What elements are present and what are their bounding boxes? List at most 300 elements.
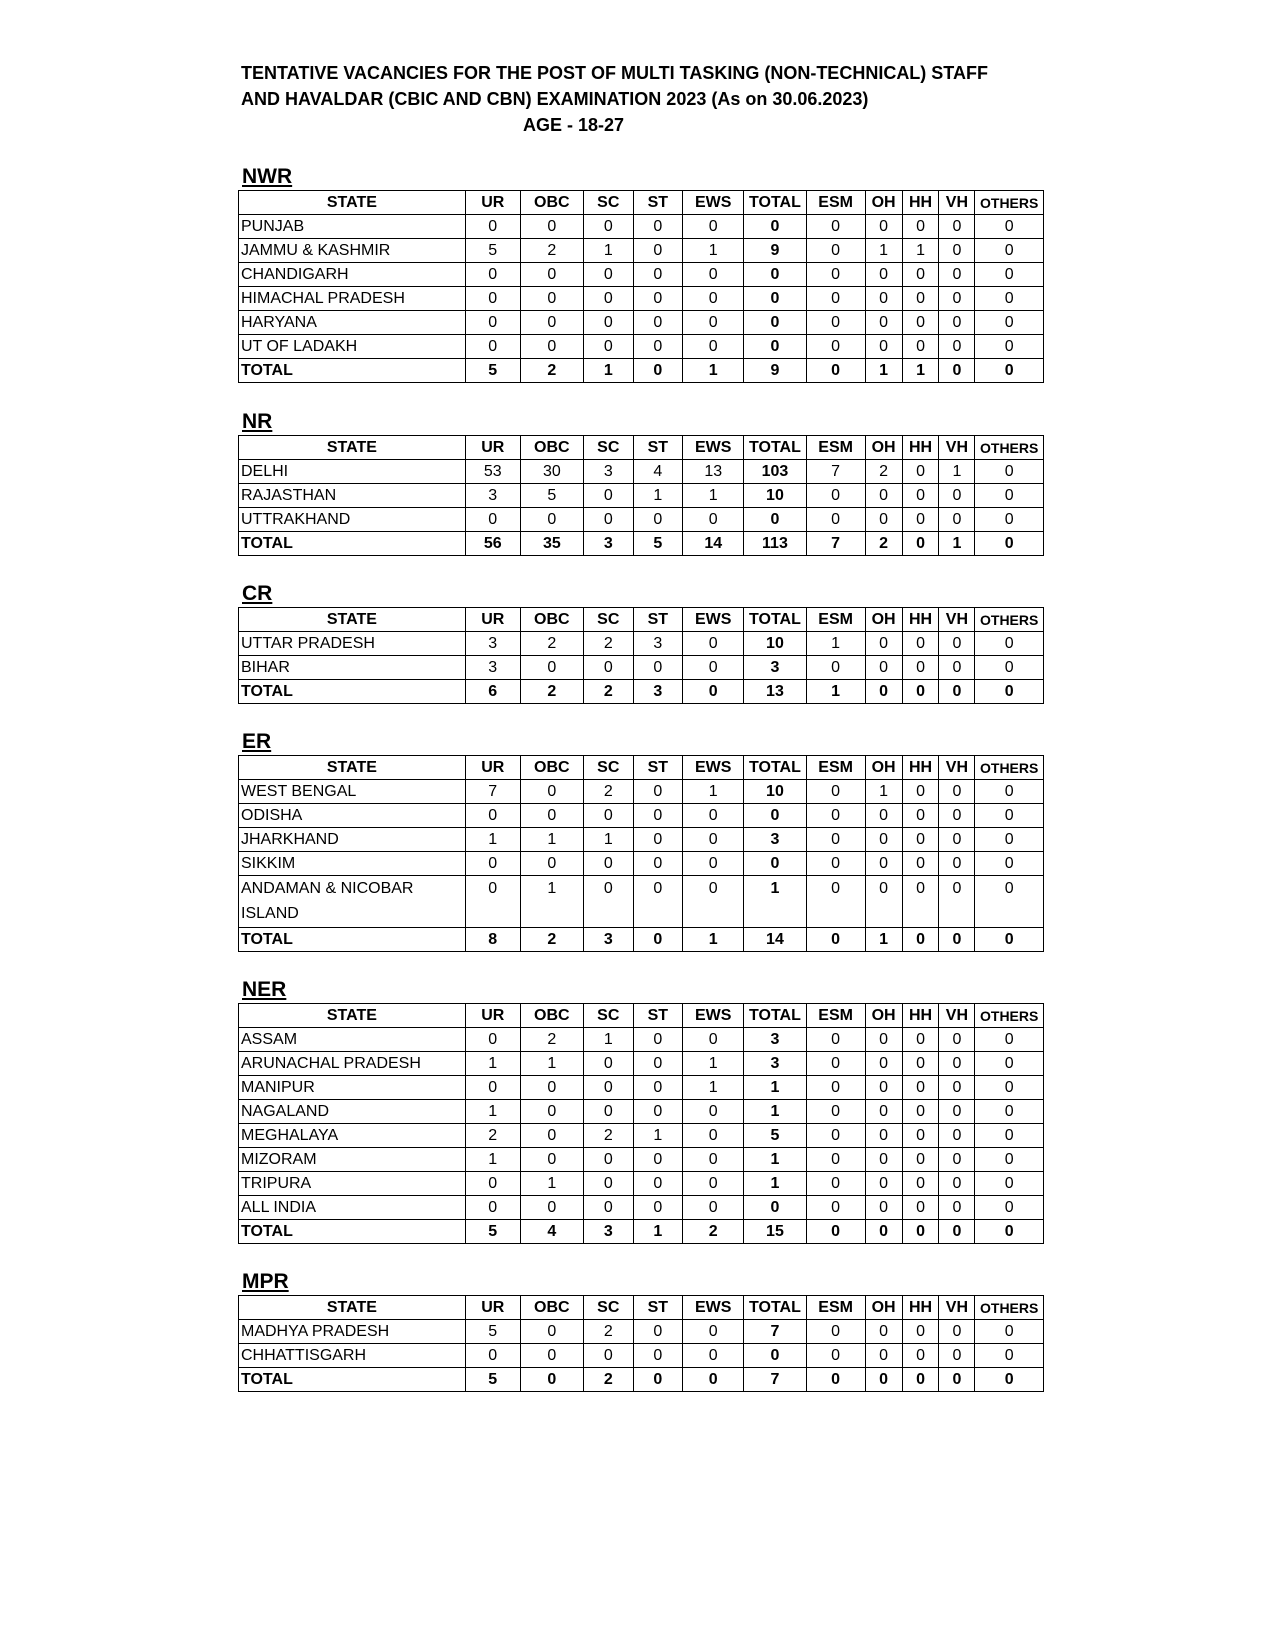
table-row	[239, 1320, 1044, 1344]
region-heading: ER	[242, 730, 272, 753]
cell-oh: 0	[865, 215, 902, 239]
cell-total: 103	[744, 460, 806, 484]
column-header-esm: ESM	[806, 436, 865, 460]
cell-vh: 0	[939, 828, 975, 852]
column-header-obc: OBC	[520, 1004, 583, 1028]
table-row	[239, 263, 1044, 287]
table-row	[239, 311, 1044, 335]
cell-sc: 0	[583, 263, 633, 287]
column-header-ur: UR	[465, 191, 520, 215]
state-name: BIHAR	[239, 656, 466, 680]
cell-total: 1	[744, 1100, 806, 1124]
table-row	[239, 1344, 1044, 1368]
column-header-vh: VH	[939, 1004, 975, 1028]
cell-st: 0	[633, 311, 683, 335]
cell-sc: 0	[583, 311, 633, 335]
column-header-vh: VH	[939, 1296, 975, 1320]
column-header-hh: HH	[902, 191, 939, 215]
cell-oh: 0	[865, 1344, 902, 1368]
region-nr	[238, 409, 1044, 556]
cell-st: 0	[633, 656, 683, 680]
cell-st: 0	[633, 239, 683, 263]
cell-ur: 3	[465, 484, 520, 508]
cell-sc: 0	[583, 484, 633, 508]
column-header-obc: OBC	[520, 608, 583, 632]
cell-ews: 0	[683, 1344, 744, 1368]
total-esm: 0	[806, 928, 865, 952]
total-hh: 0	[902, 1220, 939, 1244]
column-header-oh: OH	[865, 191, 902, 215]
total-hh: 1	[902, 359, 939, 383]
cell-obc: 0	[520, 1344, 583, 1368]
cell-sc: 0	[583, 1076, 633, 1100]
total-total: 14	[744, 928, 806, 952]
column-header-st: ST	[633, 608, 683, 632]
cell-oh: 0	[865, 852, 902, 876]
total-label: TOTAL	[239, 532, 466, 556]
cell-oh: 0	[865, 1320, 902, 1344]
cell-obc: 1	[520, 1172, 583, 1196]
cell-others: 0	[975, 263, 1044, 287]
cell-hh: 0	[902, 508, 939, 532]
total-vh: 0	[939, 928, 975, 952]
column-header-state: STATE	[239, 191, 466, 215]
column-header-hh: HH	[902, 1296, 939, 1320]
cell-obc: 0	[520, 1320, 583, 1344]
cell-vh: 0	[939, 335, 975, 359]
column-header-total: TOTAL	[744, 436, 806, 460]
column-header-others: OTHERS	[975, 1296, 1044, 1320]
cell-ews: 1	[683, 1076, 744, 1100]
total-vh: 0	[939, 1368, 975, 1392]
region-heading: NER	[242, 978, 287, 1001]
total-vh: 1	[939, 532, 975, 556]
total-st: 0	[633, 1368, 683, 1392]
cell-ews: 0	[683, 1196, 744, 1220]
cell-sc: 0	[583, 508, 633, 532]
cell-ews: 0	[683, 852, 744, 876]
cell-ur: 0	[465, 1028, 520, 1052]
state-name: ASSAM	[239, 1028, 466, 1052]
total-ur: 8	[465, 928, 520, 952]
total-sc: 2	[583, 1368, 633, 1392]
cell-total: 10	[744, 780, 806, 804]
cell-total: 0	[744, 852, 806, 876]
column-header-state: STATE	[239, 756, 466, 780]
state-name: HIMACHAL PRADESH	[239, 287, 466, 311]
column-header-ews: EWS	[683, 1004, 744, 1028]
cell-hh: 0	[902, 1100, 939, 1124]
cell-esm: 0	[806, 1148, 865, 1172]
cell-oh: 0	[865, 508, 902, 532]
cell-hh: 0	[902, 311, 939, 335]
total-row	[239, 1368, 1044, 1392]
cell-sc: 1	[583, 239, 633, 263]
cell-obc: 0	[520, 1100, 583, 1124]
cell-total: 1	[744, 1076, 806, 1100]
cell-st: 0	[633, 263, 683, 287]
cell-oh: 0	[865, 656, 902, 680]
cell-total: 1	[744, 1172, 806, 1196]
cell-esm: 0	[806, 287, 865, 311]
cell-st: 4	[633, 460, 683, 484]
cell-st: 0	[633, 1052, 683, 1076]
cell-total: 0	[744, 804, 806, 828]
cell-obc: 0	[520, 311, 583, 335]
cell-ur: 1	[465, 1148, 520, 1172]
cell-ur: 7	[465, 780, 520, 804]
cell-vh: 0	[939, 1028, 975, 1052]
cell-vh: 0	[939, 1196, 975, 1220]
total-others: 0	[975, 1368, 1044, 1392]
cell-st: 0	[633, 828, 683, 852]
document-title	[241, 60, 1021, 138]
vacancy-table	[238, 607, 1044, 704]
cell-sc: 2	[583, 780, 633, 804]
state-name: HARYANA	[239, 311, 466, 335]
cell-hh: 0	[902, 215, 939, 239]
cell-ur: 0	[465, 335, 520, 359]
cell-obc: 30	[520, 460, 583, 484]
cell-hh: 0	[902, 1124, 939, 1148]
cell-vh: 0	[939, 780, 975, 804]
cell-ews: 1	[683, 1052, 744, 1076]
table-row	[239, 1172, 1044, 1196]
column-header-others: OTHERS	[975, 1004, 1044, 1028]
cell-others: 0	[975, 335, 1044, 359]
cell-esm: 0	[806, 1124, 865, 1148]
state-name: JAMMU & KASHMIR	[239, 239, 466, 263]
cell-ews: 1	[683, 484, 744, 508]
total-ews: 0	[683, 680, 744, 704]
cell-esm: 0	[806, 1344, 865, 1368]
cell-ur: 53	[465, 460, 520, 484]
state-name: CHANDIGARH	[239, 263, 466, 287]
cell-esm: 0	[806, 780, 865, 804]
cell-ews: 0	[683, 876, 744, 928]
cell-st: 0	[633, 1076, 683, 1100]
cell-esm: 0	[806, 508, 865, 532]
state-name: WEST BENGAL	[239, 780, 466, 804]
state-name: UTTRAKHAND	[239, 508, 466, 532]
cell-ur: 5	[465, 1320, 520, 1344]
cell-vh: 0	[939, 1052, 975, 1076]
cell-obc: 1	[520, 828, 583, 852]
total-row	[239, 359, 1044, 383]
cell-total: 0	[744, 508, 806, 532]
table-header-row	[239, 436, 1044, 460]
cell-others: 0	[975, 460, 1044, 484]
cell-ews: 0	[683, 215, 744, 239]
cell-ur: 3	[465, 632, 520, 656]
table-header-row	[239, 756, 1044, 780]
cell-esm: 0	[806, 1320, 865, 1344]
cell-oh: 2	[865, 460, 902, 484]
table-header-row	[239, 191, 1044, 215]
cell-total: 0	[744, 1344, 806, 1368]
cell-hh: 0	[902, 287, 939, 311]
cell-ews: 0	[683, 508, 744, 532]
column-header-sc: SC	[583, 191, 633, 215]
cell-hh: 0	[902, 804, 939, 828]
cell-total: 0	[744, 1196, 806, 1220]
total-row	[239, 680, 1044, 704]
state-name: UTTAR PRADESH	[239, 632, 466, 656]
total-row	[239, 928, 1044, 952]
column-header-obc: OBC	[520, 756, 583, 780]
title-line-1: TENTATIVE VACANCIES FOR THE POST OF MULTI TASKING (NON-TECHNICAL) STAFF	[241, 63, 988, 83]
cell-vh: 0	[939, 263, 975, 287]
state-name: ALL INDIA	[239, 1196, 466, 1220]
table-row	[239, 1148, 1044, 1172]
cell-st: 0	[633, 1344, 683, 1368]
cell-ews: 0	[683, 335, 744, 359]
cell-others: 0	[975, 1148, 1044, 1172]
cell-esm: 0	[806, 804, 865, 828]
cell-hh: 0	[902, 1148, 939, 1172]
column-header-oh: OH	[865, 436, 902, 460]
cell-ews: 0	[683, 632, 744, 656]
cell-total: 0	[744, 215, 806, 239]
total-esm: 7	[806, 532, 865, 556]
cell-vh: 0	[939, 804, 975, 828]
cell-st: 0	[633, 1172, 683, 1196]
state-name: ARUNACHAL PRADESH	[239, 1052, 466, 1076]
column-header-oh: OH	[865, 1296, 902, 1320]
table-row	[239, 215, 1044, 239]
cell-hh: 0	[902, 1320, 939, 1344]
cell-st: 0	[633, 780, 683, 804]
cell-obc: 0	[520, 1196, 583, 1220]
column-header-ur: UR	[465, 436, 520, 460]
cell-ews: 13	[683, 460, 744, 484]
cell-ur: 0	[465, 804, 520, 828]
column-header-sc: SC	[583, 1004, 633, 1028]
cell-oh: 0	[865, 632, 902, 656]
cell-ews: 1	[683, 780, 744, 804]
table-header-row	[239, 1004, 1044, 1028]
cell-esm: 0	[806, 876, 865, 928]
cell-hh: 0	[902, 1172, 939, 1196]
total-sc: 1	[583, 359, 633, 383]
cell-esm: 0	[806, 484, 865, 508]
total-others: 0	[975, 928, 1044, 952]
cell-oh: 0	[865, 876, 902, 928]
cell-hh: 0	[902, 1076, 939, 1100]
cell-oh: 1	[865, 780, 902, 804]
column-header-total: TOTAL	[744, 608, 806, 632]
cell-sc: 3	[583, 460, 633, 484]
total-total: 13	[744, 680, 806, 704]
column-header-sc: SC	[583, 608, 633, 632]
cell-sc: 0	[583, 1196, 633, 1220]
cell-obc: 5	[520, 484, 583, 508]
table-row	[239, 804, 1044, 828]
cell-others: 0	[975, 1344, 1044, 1368]
column-header-total: TOTAL	[744, 756, 806, 780]
total-st: 0	[633, 928, 683, 952]
cell-ur: 0	[465, 1196, 520, 1220]
total-oh: 1	[865, 928, 902, 952]
cell-total: 0	[744, 311, 806, 335]
cell-st: 0	[633, 215, 683, 239]
cell-vh: 0	[939, 1320, 975, 1344]
total-oh: 0	[865, 1220, 902, 1244]
column-header-esm: ESM	[806, 608, 865, 632]
cell-total: 0	[744, 263, 806, 287]
column-header-vh: VH	[939, 191, 975, 215]
cell-esm: 0	[806, 656, 865, 680]
total-obc: 35	[520, 532, 583, 556]
cell-total: 1	[744, 876, 806, 928]
cell-sc: 0	[583, 876, 633, 928]
cell-ur: 0	[465, 1172, 520, 1196]
column-header-state: STATE	[239, 436, 466, 460]
cell-ews: 0	[683, 656, 744, 680]
cell-obc: 2	[520, 1028, 583, 1052]
cell-vh: 0	[939, 852, 975, 876]
region-ner	[238, 977, 1044, 1244]
column-header-ews: EWS	[683, 191, 744, 215]
state-name: JHARKHAND	[239, 828, 466, 852]
cell-esm: 0	[806, 1052, 865, 1076]
cell-esm: 0	[806, 828, 865, 852]
cell-others: 0	[975, 828, 1044, 852]
total-ews: 0	[683, 1368, 744, 1392]
table-row	[239, 1076, 1044, 1100]
cell-st: 0	[633, 876, 683, 928]
column-header-hh: HH	[902, 756, 939, 780]
vacancy-table	[238, 435, 1044, 556]
cell-esm: 0	[806, 263, 865, 287]
cell-hh: 0	[902, 632, 939, 656]
column-header-ews: EWS	[683, 608, 744, 632]
state-name: PUNJAB	[239, 215, 466, 239]
cell-ur: 0	[465, 215, 520, 239]
age-limit: AGE - 18-27	[523, 115, 625, 135]
column-header-total: TOTAL	[744, 191, 806, 215]
column-header-ews: EWS	[683, 756, 744, 780]
column-header-oh: OH	[865, 1004, 902, 1028]
state-name: CHHATTISGARH	[239, 1344, 466, 1368]
cell-st: 0	[633, 508, 683, 532]
cell-ur: 1	[465, 1100, 520, 1124]
cell-ur: 0	[465, 311, 520, 335]
cell-vh: 0	[939, 1124, 975, 1148]
cell-total: 10	[744, 484, 806, 508]
column-header-state: STATE	[239, 608, 466, 632]
total-ur: 5	[465, 1368, 520, 1392]
column-header-st: ST	[633, 1004, 683, 1028]
cell-st: 0	[633, 804, 683, 828]
total-esm: 0	[806, 1368, 865, 1392]
cell-others: 0	[975, 1100, 1044, 1124]
total-ur: 5	[465, 359, 520, 383]
cell-total: 0	[744, 335, 806, 359]
total-hh: 0	[902, 680, 939, 704]
cell-ews: 0	[683, 1100, 744, 1124]
table-row	[239, 632, 1044, 656]
cell-st: 1	[633, 484, 683, 508]
column-header-sc: SC	[583, 436, 633, 460]
column-header-hh: HH	[902, 1004, 939, 1028]
table-row	[239, 1100, 1044, 1124]
total-obc: 2	[520, 359, 583, 383]
cell-sc: 0	[583, 1100, 633, 1124]
cell-vh: 0	[939, 215, 975, 239]
region-cr	[238, 581, 1044, 704]
total-label: TOTAL	[239, 359, 466, 383]
cell-vh: 0	[939, 1148, 975, 1172]
cell-hh: 0	[902, 876, 939, 928]
cell-total: 7	[744, 1320, 806, 1344]
cell-ews: 0	[683, 804, 744, 828]
total-vh: 0	[939, 359, 975, 383]
total-st: 1	[633, 1220, 683, 1244]
column-header-st: ST	[633, 436, 683, 460]
table-row	[239, 1124, 1044, 1148]
table-row	[239, 460, 1044, 484]
cell-others: 0	[975, 1124, 1044, 1148]
cell-obc: 2	[520, 632, 583, 656]
total-ews: 1	[683, 359, 744, 383]
total-total: 7	[744, 1368, 806, 1392]
cell-sc: 0	[583, 1172, 633, 1196]
cell-obc: 0	[520, 1076, 583, 1100]
cell-esm: 0	[806, 1100, 865, 1124]
column-header-obc: OBC	[520, 436, 583, 460]
total-sc: 3	[583, 532, 633, 556]
cell-obc: 0	[520, 287, 583, 311]
total-st: 0	[633, 359, 683, 383]
cell-esm: 7	[806, 460, 865, 484]
cell-others: 0	[975, 215, 1044, 239]
column-header-esm: ESM	[806, 1004, 865, 1028]
cell-st: 0	[633, 1028, 683, 1052]
state-name: MADHYA PRADESH	[239, 1320, 466, 1344]
cell-ur: 0	[465, 263, 520, 287]
cell-ur: 2	[465, 1124, 520, 1148]
column-header-others: OTHERS	[975, 608, 1044, 632]
cell-sc: 0	[583, 215, 633, 239]
cell-others: 0	[975, 1028, 1044, 1052]
state-name: MANIPUR	[239, 1076, 466, 1100]
cell-hh: 1	[902, 239, 939, 263]
column-header-oh: OH	[865, 756, 902, 780]
cell-others: 0	[975, 239, 1044, 263]
total-obc: 0	[520, 1368, 583, 1392]
column-header-sc: SC	[583, 756, 633, 780]
table-row	[239, 287, 1044, 311]
cell-hh: 0	[902, 335, 939, 359]
cell-esm: 0	[806, 239, 865, 263]
region-heading: NR	[242, 410, 273, 433]
cell-vh: 0	[939, 1076, 975, 1100]
total-label: TOTAL	[239, 680, 466, 704]
cell-esm: 0	[806, 215, 865, 239]
column-header-obc: OBC	[520, 191, 583, 215]
cell-total: 3	[744, 1052, 806, 1076]
cell-hh: 0	[902, 1196, 939, 1220]
cell-oh: 0	[865, 263, 902, 287]
cell-total: 9	[744, 239, 806, 263]
total-ews: 14	[683, 532, 744, 556]
total-sc: 3	[583, 928, 633, 952]
cell-esm: 0	[806, 335, 865, 359]
cell-oh: 0	[865, 1196, 902, 1220]
table-row	[239, 780, 1044, 804]
column-header-ews: EWS	[683, 436, 744, 460]
